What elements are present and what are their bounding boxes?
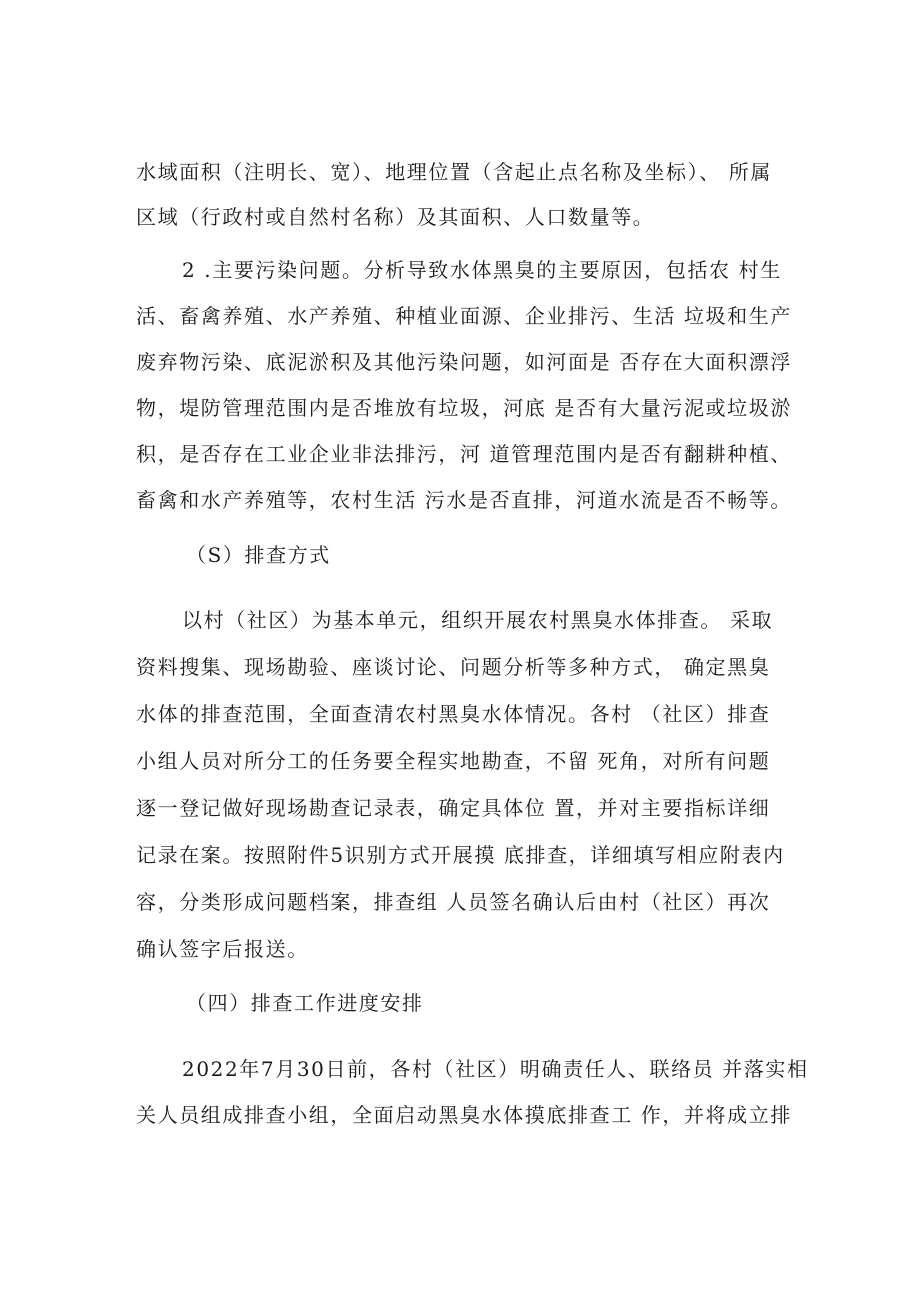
paragraph-line: 物，堤防管理范围内是否堆放有垃圾，河底 是否有大量污泥或垃圾淤 xyxy=(136,396,792,420)
paragraph-line: 以村（社区）为基本单元，组织开展农村黑臭水体排查。 采取 xyxy=(182,608,774,632)
paragraph-line: 关人员组成排查小组，全面启动黑臭水体摸底排查工 作，并将成立排 xyxy=(136,1103,792,1127)
paragraph-line: 2022年7月30日前，各村（社区）明确责任人、联络员 并落实相 xyxy=(182,1057,809,1081)
paragraph-line: 2 .主要污染问题。分析导致水体黑臭的主要原因，包括农 村生 xyxy=(182,258,782,282)
paragraph-line: 小组人员对所分工的任务要全程实地勘查，不留 死角，对所有问题 xyxy=(136,749,771,773)
paragraph-line: 确认签字后报送。 xyxy=(136,937,309,961)
paragraph-line: 记录在案。按照附件5识别方式开展摸 底排查，详细填写相应附表内 xyxy=(136,843,785,867)
paragraph-line: 水体的排查范围，全面查清农村黑臭水体情况。各村 （社区）排查 xyxy=(136,702,771,726)
paragraph-line: 逐一登记做好现场勘查记录表，确定具体位 置，并对主要指标详细 xyxy=(136,796,771,820)
paragraph-line: 资料搜集、现场勘验、座谈讨论、问题分析等多种方式， 确定黑臭 xyxy=(136,655,771,679)
paragraph-line: 废弃物污染、底泥淤积及其他污染问题，如河面是 否存在大面积漂浮 xyxy=(136,350,792,374)
paragraph-line: 活、畜禽养殖、水产养殖、种植业面源、企业排污、生活 垃圾和生产 xyxy=(136,304,792,328)
section-heading: （四）排查工作进度安排 xyxy=(186,991,424,1015)
paragraph-line: 积，是否存在工业企业非法排污，河 道管理范围内是否有翻耕种植、 xyxy=(136,442,792,466)
paragraph-line: 水域面积（注明长、宽）、地理位置（含起止点名称及坐标）、 所属 xyxy=(136,160,772,184)
paragraph-line: 容，分类形成问题档案，排查组 人员签名确认后由村（社区）再次 xyxy=(136,890,771,914)
section-heading: （S）排查方式 xyxy=(186,543,331,567)
paragraph-line: 区域（行政村或自然村名称）及其面积、人口数量等。 xyxy=(136,205,655,229)
paragraph-line: 畜禽和水产养殖等，农村生活 污水是否直排，河道水流是否不畅等。 xyxy=(136,488,792,512)
